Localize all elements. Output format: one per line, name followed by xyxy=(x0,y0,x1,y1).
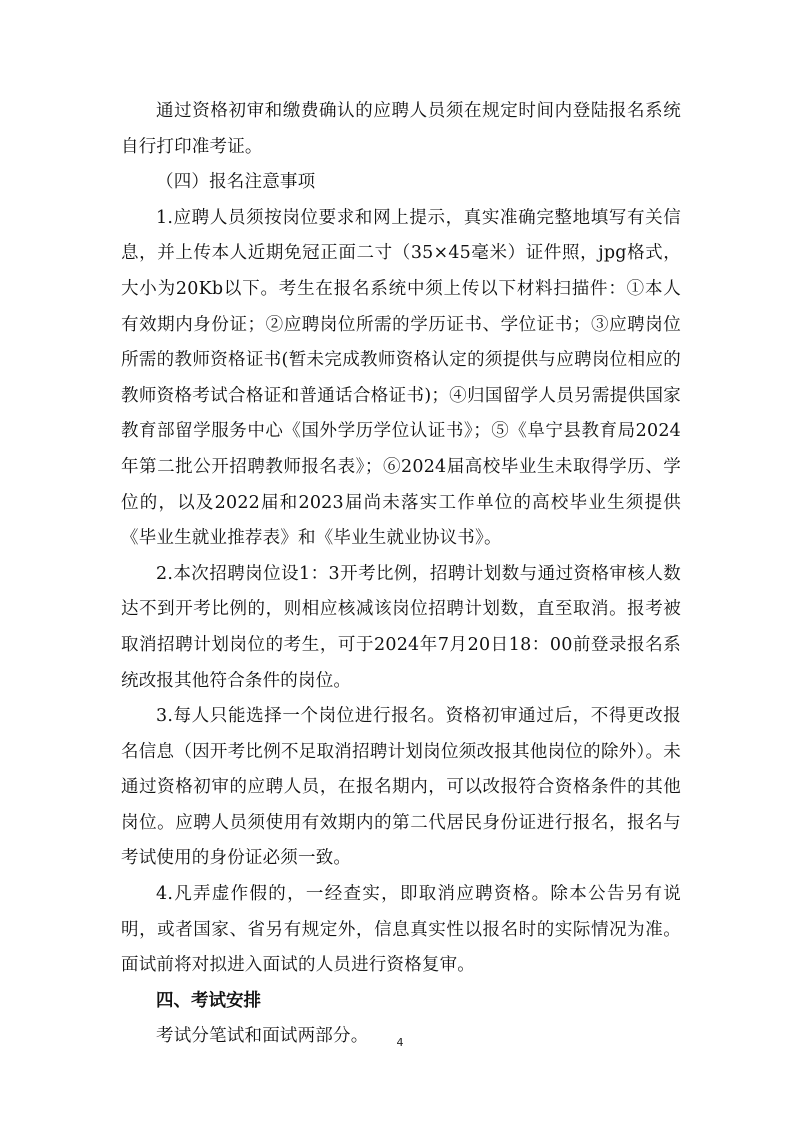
page-number: 4 xyxy=(396,1036,404,1049)
section-heading-exam-arrangement: 四、考试安排 xyxy=(156,990,261,1011)
paragraph-admission-ticket: 通过资格初审和缴费确认的应聘人员须在规定时间内登陆报名系统自行打印准考证。 xyxy=(121,101,681,157)
paragraph-item-2: 2.本次招聘岗位设1：3开考比例，招聘计划数与通过资格审核人数达不到开考比例的，则相应核减该岗位招聘计划数，直至取消。报考被取消招聘计划岗位的考生，可于2024年7月20日18：00前登录报名系统改报其他符合条件的岗位。 xyxy=(121,563,681,691)
paragraph-item-4: 4.凡弄虚作假的，一经查实，即取消应聘资格。除本公告另有说明，或者国家、省另有规定外，信息真实性以报名时的实际情况为准。面试前将对拟进入面试的人员进行资格复审。 xyxy=(121,884,681,976)
paragraph-exam-parts: 考试分笔试和面试两部分。 xyxy=(156,1026,369,1047)
paragraph-item-3: 3.每人只能选择一个岗位进行报名。资格初审通过后，不得更改报名信息（因开考比例不足取消招聘计划岗位须改报其他岗位的除外）。未通过资格初审的应聘人员，在报名期内，可以改报符合资格条件的其他岗位。应聘人员须使用有效期内的第二代居民身份证进行报名，报名与考试使用的身份证必须一致。 xyxy=(121,706,681,869)
paragraph-item-1: 1.应聘人员须按岗位要求和网上提示，真实准确完整地填写有关信息，并上传本人近期免冠正面二寸（35×45毫米）证件照，jpg格式，大小为20Kb以下。考生在报名系统中须上传以下材料扫描件：①本人有效期内身份证；②应聘岗位所需的学历证书、学位证书；③应聘岗位所需的教师资格证书(暂未完成教师资格认定的须提供与应聘岗位相应的教师资格考试合格证和普通话合格证书)；④归国留学人员另需提供国家教育部留学服务中心《国外学历学位认证书》；⑤《阜宁县教育局2024年第二批公开招聘教师报名表》；⑥2024届高校毕业生未取得学历、学位的，以及2022届和2023届尚未落实工作单位的高校毕业生须提供《毕业生就业推荐表》和《毕业生就业协议书》。 xyxy=(121,207,681,549)
subheading-registration-notes: （四）报名注意事项 xyxy=(156,172,316,193)
document-body xyxy=(121,94,681,1055)
